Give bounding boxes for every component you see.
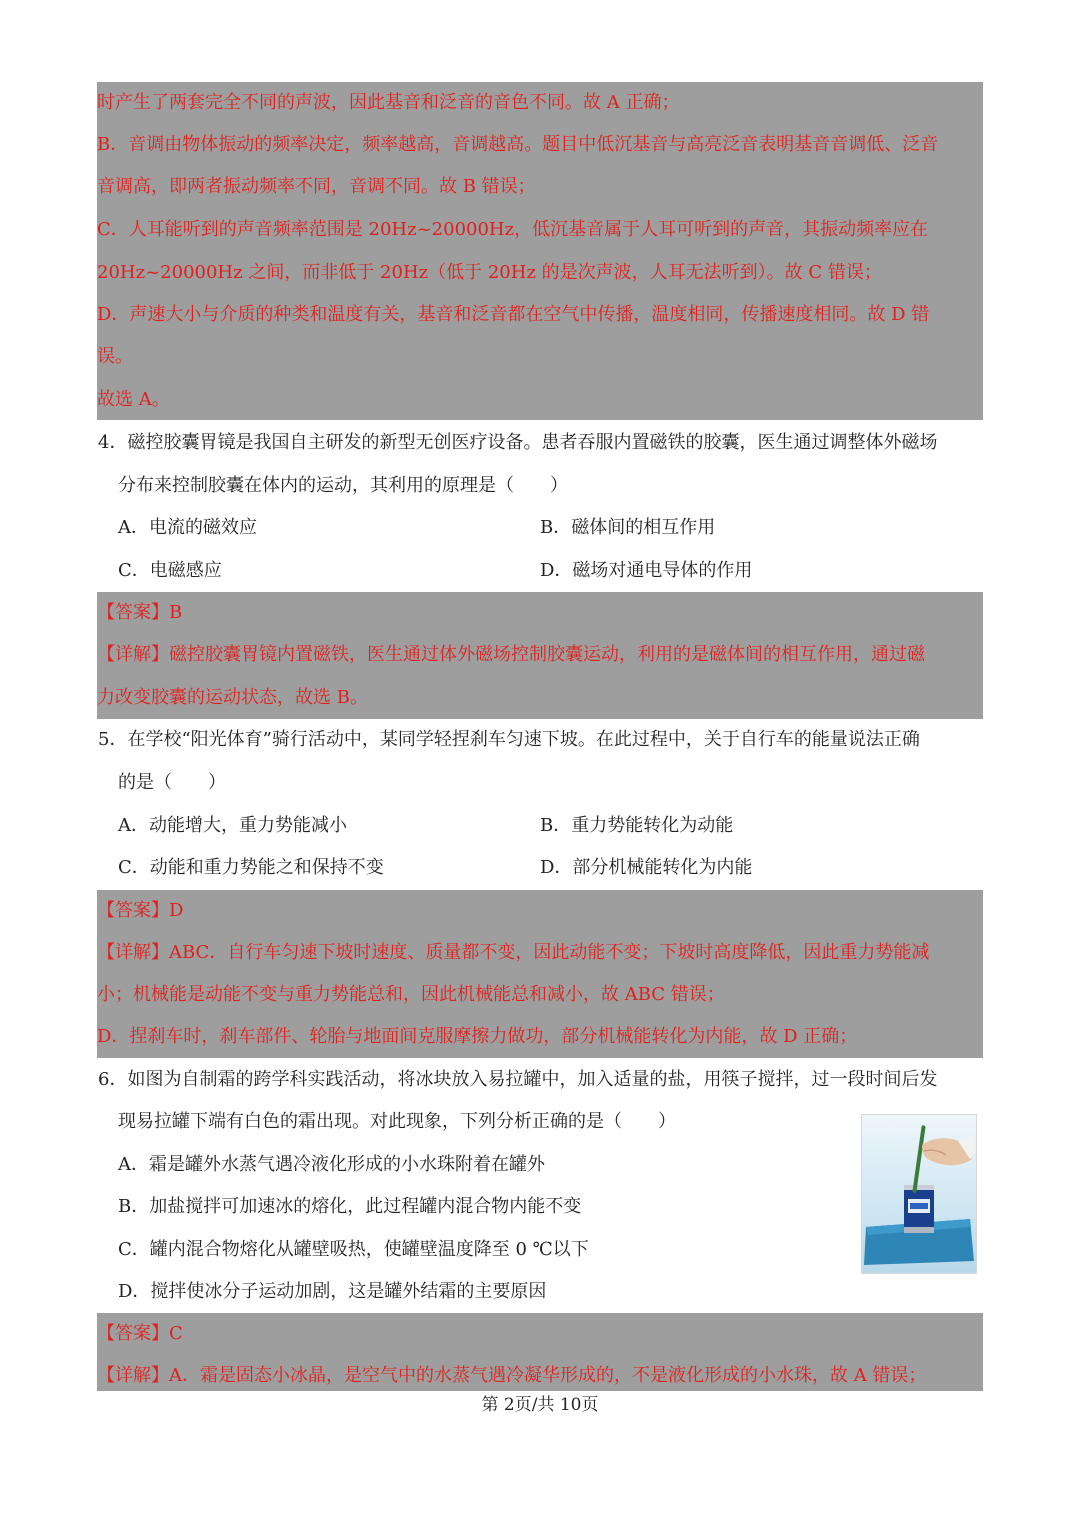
question-5-stem-cont: 的是（ ） [118, 772, 226, 793]
answer-block-q4 [97, 592, 983, 719]
answer-block-q5 [97, 890, 983, 1058]
question-4-option-c: C．电磁感应 [118, 560, 222, 581]
explanation-line: 小；机械能是动能不变与重力势能总和，因此机械能总和减小，故 ABC 错误； [97, 984, 725, 1005]
explanation-line: 【详解】A．霜是固态小冰晶，是空气中的水蒸气遇冷凝华形成的，不是液化形成的小水珠，故 A 错误； [97, 1365, 927, 1386]
explanation-line: 【详解】ABC．自行车匀速下坡时速度、质量都不变，因此动能不变；下坡时高度降低，因此重力势能减 [97, 942, 930, 963]
explanation-line: 误。 [97, 346, 133, 367]
answer-block-q3 [97, 82, 983, 420]
question-4-option-a: A．电流的磁效应 [118, 517, 257, 538]
answer-label: 【答案】B [97, 602, 183, 623]
explanation-line: 音调高，即两者振动频率不同，音调不同。故 B 错误； [97, 176, 536, 197]
explanation-line: 力改变胶囊的运动状态，故选 B。 [97, 687, 368, 708]
explanation-line: D．捏刹车时，刹车部件、轮胎与地面间克服摩擦力做功，部分机械能转化为内能，故 D 正确； [97, 1026, 858, 1047]
explanation-line: 【详解】磁控胶囊胃镜内置磁铁，医生通过体外磁场控制胶囊运动，利用的是磁体间的相互作用，通过磁 [97, 644, 925, 665]
explanation-line: 时产生了两套完全不同的声波，因此基音和泛音的音色不同。故 A 正确； [97, 92, 680, 113]
question-5-option-a: A．动能增大，重力势能减小 [118, 815, 347, 836]
question-4-option-d: D．磁场对通电导体的作用 [540, 560, 753, 581]
answer-block-q6 [97, 1313, 983, 1391]
answer-label: 【答案】C [97, 1323, 183, 1344]
question-4-stem-cont: 分布来控制胶囊在体内的运动，其利用的原理是（ ） [118, 475, 568, 496]
can-illustration [862, 1115, 976, 1273]
question-5-stem: 5．在学校“阳光体育”骑行活动中，某同学轻捏刹车匀速下坡。在此过程中，关于自行车的能量说法正确 [98, 729, 920, 750]
question-5-option-c: C．动能和重力势能之和保持不变 [118, 857, 384, 878]
explanation-line: D．声速大小与介质的种类和温度有关，基音和泛音都在空气中传播，温度相同，传播速度相同。故 D 错 [97, 304, 930, 325]
explanation-line: 20Hz~20000Hz 之间，而非低于 20Hz（低于 20Hz 的是次声波，人耳无法听到）。故 C 错误； [97, 262, 882, 283]
question-6-stem-cont: 现易拉罐下端有白色的霜出现。对此现象，下列分析正确的是（ ） [118, 1111, 676, 1132]
explanation-line: B．音调由物体振动的频率决定，频率越高，音调越高。题目中低沉基音与高亮泛音表明基音音调低、泛音 [97, 134, 939, 155]
question-4-stem: 4．磁控胶囊胃镜是我国自主研发的新型无创医疗设备。患者吞服内置磁铁的胶囊，医生通过调整体外磁场 [98, 432, 938, 453]
question-6-option-c: C．罐内混合物熔化从罐壁吸热，使罐壁温度降至 0 ℃以下 [118, 1239, 589, 1260]
question-6-stem: 6．如图为自制霜的跨学科实践活动，将冰块放入易拉罐中，加入适量的盐，用筷子搅拌，过一段时间后发 [98, 1069, 938, 1090]
explanation-line: C．人耳能听到的声音频率范围是 20Hz~20000Hz，低沉基音属于人耳可听到的声音，其振动频率应在 [97, 219, 929, 240]
question-5-option-d: D．部分机械能转化为内能 [540, 857, 753, 878]
question-5-option-b: B．重力势能转化为动能 [540, 815, 734, 836]
answer-label: 【答案】D [97, 900, 184, 921]
question-6-option-b: B．加盐搅拌可加速冰的熔化，此过程罐内混合物内能不变 [118, 1196, 582, 1217]
explanation-line: 故选 A。 [97, 389, 170, 410]
frost-experiment-photo [861, 1114, 977, 1274]
question-6-option-a: A．霜是罐外水蒸气遇冷液化形成的小水珠附着在罐外 [118, 1154, 545, 1175]
page-number: 第 2页/共 10页 [481, 1395, 599, 1415]
question-6-option-d: D．搅拌使冰分子运动加剧，这是罐外结霜的主要原因 [118, 1281, 547, 1302]
question-4-option-b: B．磁体间的相互作用 [540, 517, 716, 538]
